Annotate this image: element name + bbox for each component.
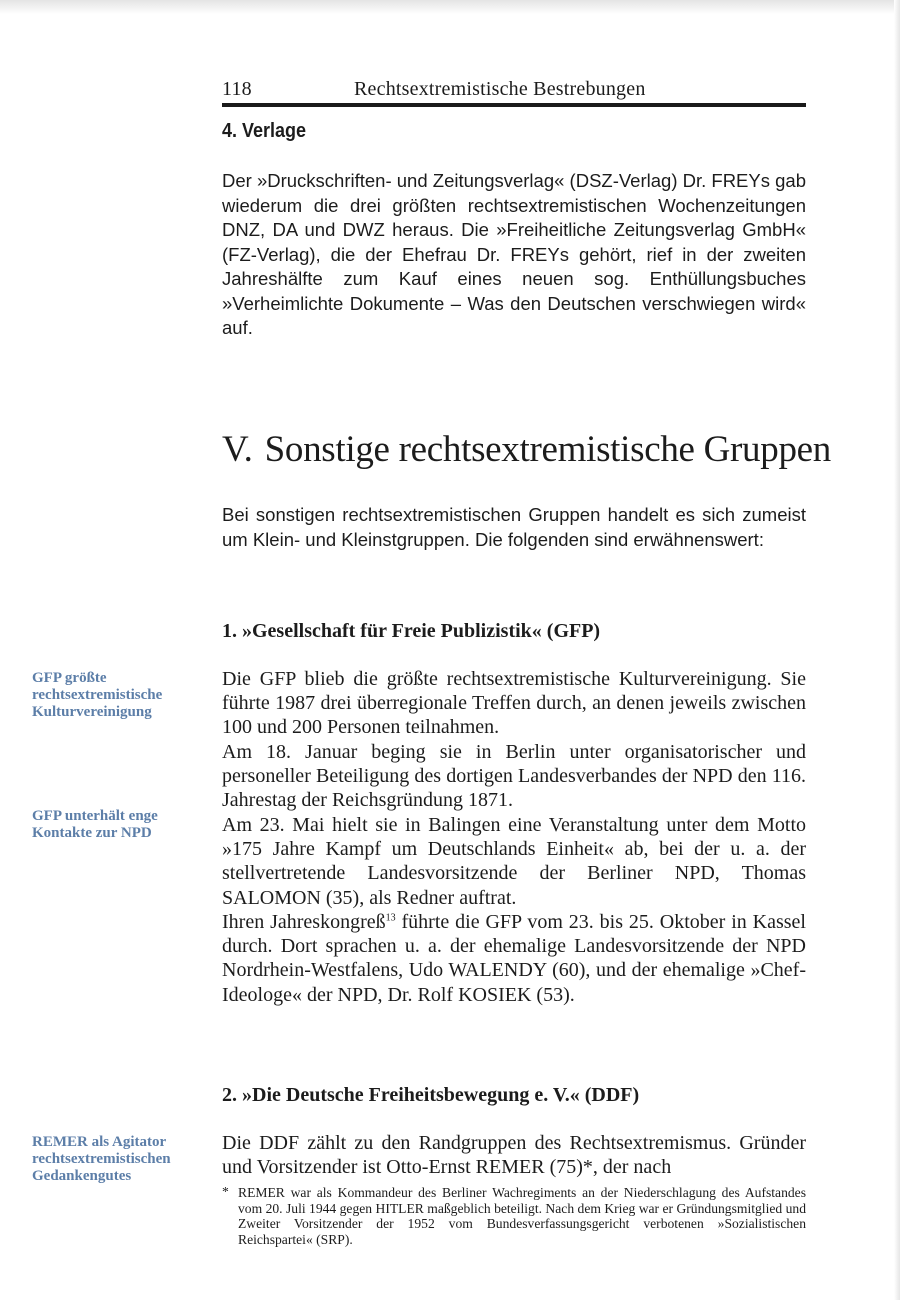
chapter-intro: Bei sonstigen rechtsextremistischen Gruppen handelt es sich zumeist um Klein- und Kleinstgruppen. Die folgenden sind erwähnenswert: — [222, 504, 806, 550]
section-heading-gfp: 1. »Gesellschaft für Freie Publizistik« (GFP) — [222, 620, 601, 642]
paragraph-gfp-2: Am 18. Januar beging sie in Berlin unter organisatorischer und personeller Beteiligung des dortigen Landesverbandes der NPD den 116. Jahrestag der Reichsgründung 1871. — [222, 741, 806, 812]
section-heading-ddf: 2. »Die Deutsche Freiheitsbewegung e. V.« (DDF) — [222, 1084, 640, 1106]
footnote — [222, 1185, 806, 1247]
footnote-text: REMER war als Kommandeur des Berliner Wachregiments an der Niederschlagung des Aufstandes vom 20. Juli 1944 gegen HITLER maßgeblich beteiligt. Nach dem Krieg war er Gründungsmitglied und Zweiter Vorsitzender der 1952 vom Bundesverfassungsgericht verbotenen »Sozialistischen Reichspartei« (SRP). — [238, 1185, 806, 1247]
paragraph-gfp-4 — [222, 910, 806, 1007]
margin-note-gfp-largest: GFP größte rechtsextremistische Kulturvereinigung — [32, 670, 163, 720]
scan-edge-shadow-top — [0, 0, 900, 14]
section-heading-verlage: 4. Verlage — [222, 120, 307, 142]
margin-note-remer: REMER als Agitator rechtsextremistischen Gedankengutes — [32, 1134, 171, 1184]
chapter-title — [222, 428, 831, 471]
running-title: Rechtsextremistische Bestrebungen — [354, 78, 646, 100]
footnote-ref-13: 13 — [385, 912, 396, 924]
margin-note-gfp-npd: GFP unterhält enge Kontakte zur NPD — [32, 808, 158, 841]
scan-edge-shadow-right — [894, 0, 900, 1300]
chapter-title-text: Sonstige rechtsextremistische Gruppen — [264, 429, 831, 470]
paragraph-gfp-4-start: Ihren Jahreskongreß — [222, 911, 386, 933]
footnote-mark: * — [222, 1184, 229, 1199]
paragraph-gfp-4-rest: führte die GFP vom 23. bis 25. Oktober in Kassel durch. Dort sprachen u. a. der ehemalige Landesvorsitzende der NPD Nordrhein-Westfalens, Udo WALENDY (60), und der ehemalige »Chef-Ideologe« der NPD, Dr. Rolf KOSIEK (53). — [222, 911, 806, 1006]
paragraph-verlage: Der »Druckschriften- und Zeitungsverlag« (DSZ-Verlag) Dr. FREYs gab wiederum die drei größten rechtsextremistischen Wochenzeitungen DNZ, DA und DWZ heraus. Die »Freiheitliche Zeitungsverlag GmbH« (FZ-Verlag), die der Ehefrau Dr. FREYs gehört, rief in der zweiten Jahreshälfte zum Kauf eines neuen sog. Enthüllungsbuches »Verheimlichte Dokumente – Was den Deutschen verschwiegen wird« auf. — [222, 170, 806, 338]
paragraph-gfp-1: Die GFP blieb die größte rechtsextremistische Kulturvereinigung. Sie führte 1987 drei überregionale Treffen durch, an denen jeweils zwischen 100 und 200 Personen teilnahmen. — [222, 668, 806, 739]
page-number: 118 — [222, 78, 252, 100]
header-rule — [222, 103, 806, 107]
paragraph-ddf-1: Die DDF zählt zu den Randgruppen des Rechtsextremismus. Gründer und Vorsitzender ist Otto-Ernst REMER (75)*, der nach — [222, 1132, 806, 1179]
paragraph-gfp-3: Am 23. Mai hielt sie in Balingen eine Veranstaltung unter dem Motto »175 Jahre Kampf um Deutschlands Einheit« ab, bei der u. a. der stellvertretende Landesvorsitzende der Berliner NPD, Thomas SALOMON (35), als Redner auftrat. — [222, 814, 806, 909]
chapter-number: V. — [222, 429, 253, 470]
